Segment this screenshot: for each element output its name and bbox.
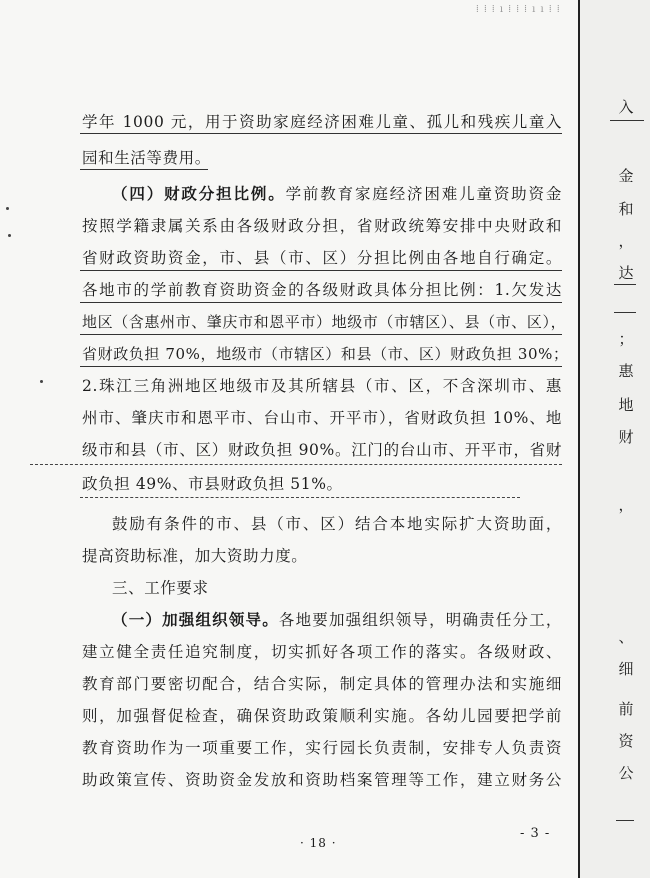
scan-speck <box>40 380 43 383</box>
section-heading-leadership: （一）加强组织领导。 <box>112 610 279 629</box>
side-rule <box>614 312 636 313</box>
side-char: 金 <box>618 167 634 185</box>
side-char: 地 <box>618 396 634 414</box>
side-char: 财 <box>618 428 634 446</box>
hand-underline <box>80 366 562 367</box>
side-char: ， <box>618 496 634 514</box>
hand-underline <box>80 133 562 134</box>
page-number-bottom: · 18 · <box>300 836 337 850</box>
body-line-6: 地区（含惠州市、肇庆市和恩平市）地级市（市辖区）、县（市、区）， <box>82 313 567 331</box>
body-line-2-rest: 学前教育家庭经济困难儿童资助资金 <box>285 185 562 203</box>
body-line-0: 学年 1000 元，用于资助家庭经济困难儿童、孤儿和残疾儿童入 <box>82 113 562 131</box>
side-char: 前 <box>618 700 634 718</box>
side-char: 细 <box>618 660 634 678</box>
body-line-16: 建立健全责任追究制度，切实抓好各项工作的落实。各级财政、 <box>82 643 562 661</box>
body-line-7: 省财政负担 70%，地级市（市辖区）和县（市、区）财政负担 30%； <box>82 345 569 363</box>
hand-underline <box>80 334 562 335</box>
side-char: ； <box>618 330 634 348</box>
side-rule <box>610 120 644 121</box>
page-number-right: - 3 - <box>520 826 551 841</box>
body-line-2 <box>112 184 562 204</box>
side-char: 、 <box>618 628 634 646</box>
body-line-3: 按照学籍隶属关系由各级财政分担，省财政统筹安排中央财政和 <box>82 217 562 235</box>
side-rule <box>616 820 634 821</box>
side-char: 和 <box>618 200 634 218</box>
hand-dashed-line <box>30 464 562 465</box>
body-line-15-rest: 各地要加强组织领导，明确责任分工， <box>278 611 562 629</box>
body-line-9: 州市、肇庆市和恩平市、台山市、开平市），省财政负担 10%、地 <box>82 409 562 427</box>
side-char: 达 <box>618 264 634 282</box>
body-line-11: 政负担 49%、市县财政负担 51%。 <box>82 475 343 493</box>
hand-underline <box>80 169 208 170</box>
scan-speck <box>6 207 9 210</box>
hand-underline <box>80 270 562 271</box>
body-line-15 <box>112 610 562 630</box>
scan-speck <box>8 234 11 237</box>
hand-dashed-line <box>80 497 520 498</box>
side-char: ， <box>618 232 634 250</box>
section-heading-requirements: 三、工作要求 <box>112 579 209 597</box>
side-char: 资 <box>618 732 634 750</box>
scan-artifact: ⁞ ⁞ ⁞ ı ⁞ ⁞ ⁞ ı ı ⁞ ⁞ <box>476 4 561 15</box>
body-line-8: 2.珠江三角洲地区地级市及其所辖县（市、区，不含深圳市、惠 <box>82 377 562 395</box>
side-rule <box>614 284 636 285</box>
body-line-1: 园和生活等费用。 <box>82 149 211 167</box>
section-heading-finance: （四）财政分担比例。 <box>112 184 286 203</box>
body-line-18: 则，加强督促检查，确保资助政策顺利实施。各幼儿园要把学前 <box>82 707 562 725</box>
side-char: 入 <box>618 98 634 116</box>
body-line-5: 各地市的学前教育资助资金的各级财政具体分担比例：1.欠发达 <box>82 281 562 299</box>
body-line-4: 省财政资助资金，市、县（市、区）分担比例由各地自行确定。 <box>82 249 562 267</box>
side-char: 公 <box>618 764 634 782</box>
body-line-13: 提高资助标准，加大资助力度。 <box>82 547 308 565</box>
body-line-19: 教育资助作为一项重要工作，实行园长负责制，安排专人负责资 <box>82 739 562 757</box>
body-line-10: 级市和县（市、区）财政负担 90%。江门的台山市、开平市，省财 <box>82 441 562 459</box>
hand-underline <box>80 302 562 303</box>
body-line-17: 教育部门要密切配合，结合实际，制定具体的管理办法和实施细 <box>82 675 562 693</box>
body-line-20: 助政策宣传、资助资金发放和资助档案管理等工作，建立财务公 <box>82 771 562 789</box>
side-char: 惠 <box>618 362 634 380</box>
body-line-12: 鼓励有条件的市、县（市、区）结合本地实际扩大资助面， <box>112 515 562 533</box>
